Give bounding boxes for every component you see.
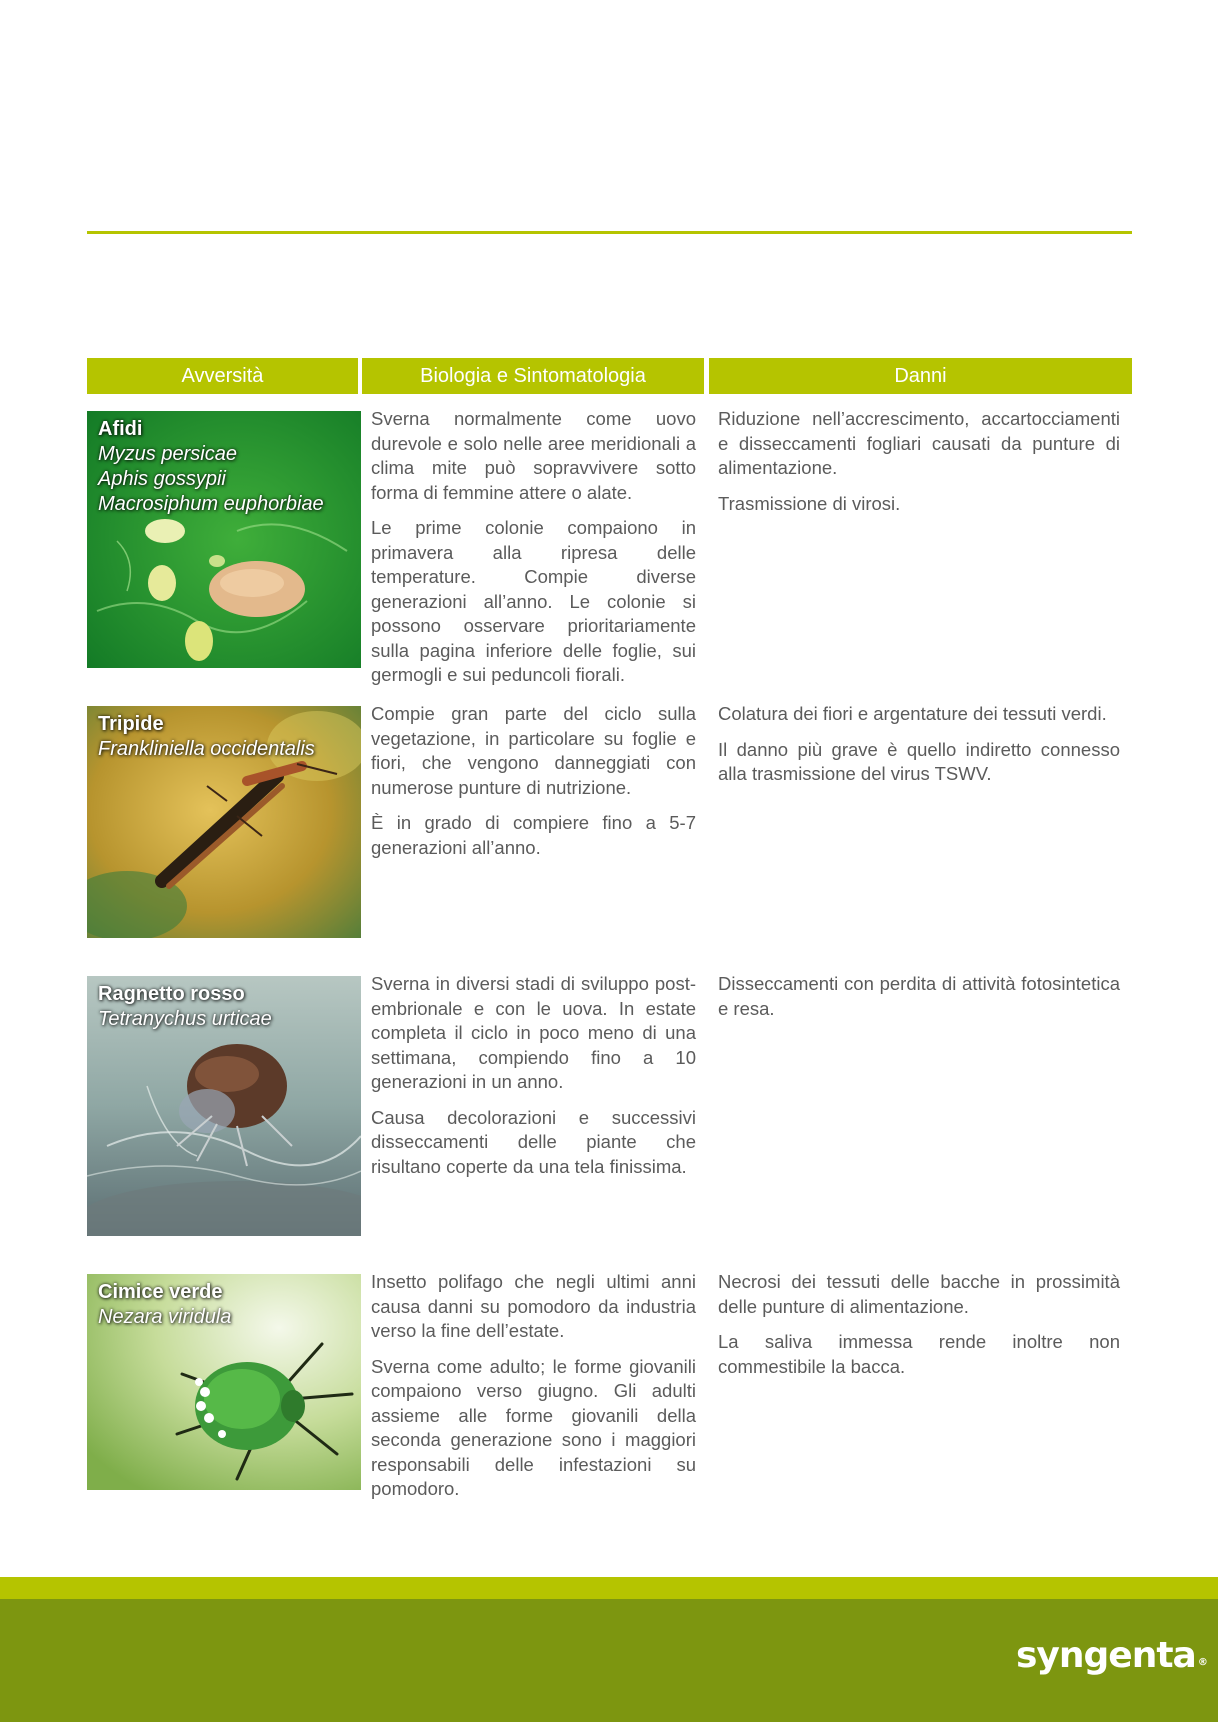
pest-label-afidi [98,417,324,517]
biology-paragraph: È in grado di compiere fino a 5-7 generazioni all’anno. [371,812,696,858]
pest-label-cimice [98,1280,231,1330]
biology-cell [371,1270,696,1513]
pest-species: Frankliniella occidentalis [98,738,315,760]
pest-species: Myzus persicae [98,443,237,465]
damage-paragraph: Colatura dei fiori e argentature dei tessuti verdi. [718,703,1107,724]
biology-paragraph: Sverna come adulto; le forme giovanili compaiono verso giugno. Gli adulti assieme alle forme giovanili della seconda generazione sono i maggiori responsabili delle infestazioni su pomodoro. [371,1355,696,1499]
damage-cell [718,407,1120,527]
biology-paragraph: Insetto polifago che negli ultimi anni causa danni su pomodoro da industria verso la fine dell’estate. [371,1271,696,1341]
top-divider [87,231,1132,234]
damage-paragraph: Necrosi dei tessuti delle bacche in prossimità delle punture di alimentazione. [718,1271,1120,1317]
logo-text: syngenta [1016,1635,1196,1676]
table-header [0,358,1218,394]
pest-name: Tripide [98,713,164,735]
pest-species: Macrosiphum euphorbiae [98,493,324,515]
biology-cell [371,407,696,699]
pest-name: Afidi [98,418,143,440]
pest-label-tripide [98,712,315,762]
footer-accent-band [0,1577,1218,1599]
damage-paragraph: La saliva immessa rende inoltre non commestibile la bacca. [718,1331,1120,1377]
thrips-photo [87,706,361,938]
biology-cell [371,972,696,1190]
registered-mark: ® [1197,1657,1208,1668]
damage-cell [718,972,1120,1032]
biology-cell [371,702,696,871]
green-stink-bug-photo [87,1274,361,1490]
biology-paragraph: Causa decolorazioni e successivi disseccamenti delle piante che risultano coperte da una tela finissima. [371,1106,696,1177]
biology-paragraph: Compie gran parte del ciclo sulla vegetazione, in particolare su foglie e fiori, che vengono danneggiati con numerose punture di nutrizione. [371,703,696,798]
aphids-photo [87,411,361,668]
spider-mite-photo [87,976,361,1236]
biology-paragraph: Le prime colonie compaiono in primavera alla ripresa delle temperature. Compie diverse generazioni all’anno. Le colonie si possono osservare prioritariamente sulla pagina inferiore delle foglie, sui germogli e sui peduncoli fiorali. [371,517,696,685]
pest-species: Aphis gossypii [98,468,226,490]
header-danni: Danni [709,358,1132,394]
pest-name: Ragnetto rosso [98,983,245,1005]
syngenta-logo [1016,1636,1208,1683]
damage-paragraph: Il danno più grave è quello indiretto connesso alla trasmissione del virus TSWV. [718,738,1120,784]
damage-paragraph: Disseccamenti con perdita di attività fotosintetica e resa. [718,973,1120,1019]
biology-paragraph: Sverna in diversi stadi di sviluppo post-embrionale e con le uova. In estate completa il ciclo in poco meno di una settimana, compiendo fino a 10 generazioni in un anno. [371,973,696,1092]
damage-cell [718,702,1120,798]
biology-paragraph: Sverna normalmente come uovo durevole e solo nelle aree meridionali a clima mite può sopravvivere sotto forma di femmine attere o alate. [371,408,696,503]
damage-cell [718,1270,1120,1390]
pest-name: Cimice verde [98,1281,223,1303]
pest-species: Tetranychus urticae [98,1008,272,1030]
damage-paragraph: Riduzione nell’accrescimento, accartocciamenti e disseccamenti fogliari causati da punture di alimentazione. [718,408,1120,478]
header-biologia: Biologia e Sintomatologia [362,358,704,394]
damage-paragraph: Trasmissione di virosi. [718,492,901,514]
pest-label-ragnetto [98,982,272,1032]
pest-species: Nezara viridula [98,1306,232,1328]
header-avversita: Avversità [87,358,358,394]
